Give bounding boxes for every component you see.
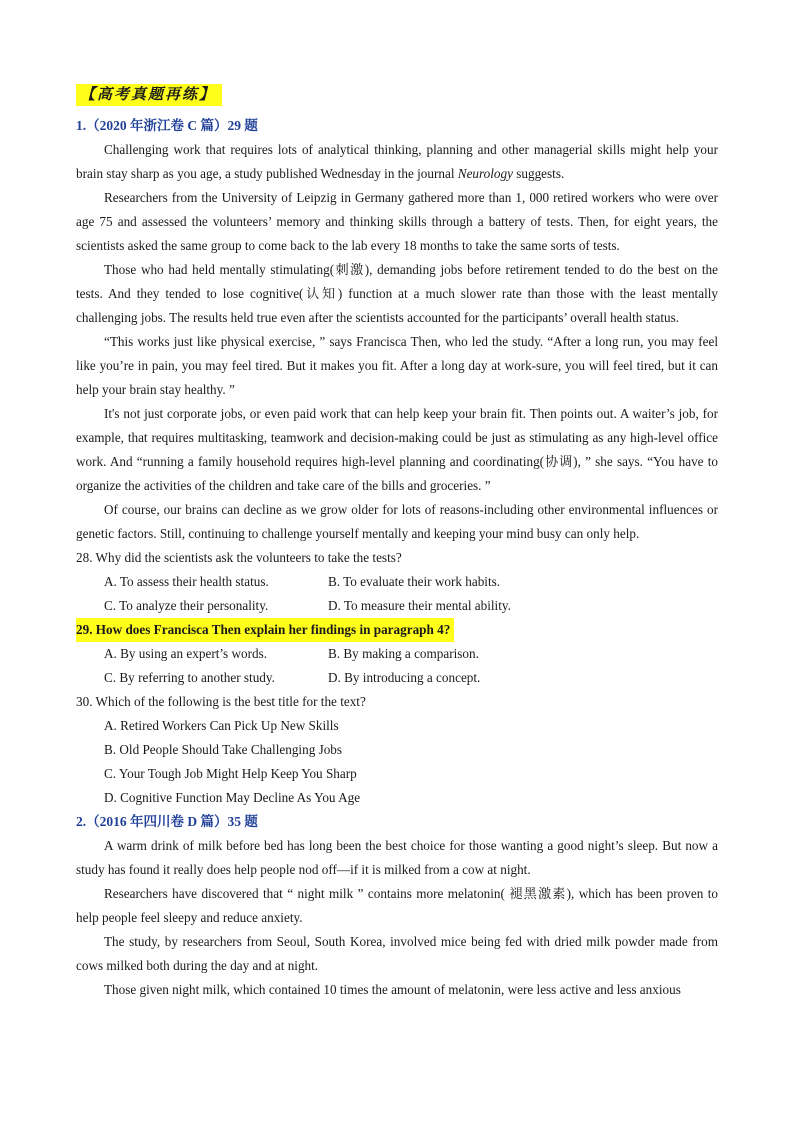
passage-1-paragraph: “This works just like physical exercise, ” says Francisca Then, who led the study. “After a long run, you may feel like you’re in pain, you may feel tired. But it makes you fit. After a long day at work-sure, you will feel tired, but it can help your brain stay healthy. ” [76,334,718,397]
option-a: A. Retired Workers Can Pick Up New Skills [104,718,339,733]
question-29-options-row [76,666,718,690]
question-29-options-row [76,642,718,666]
question-28-stem: 28. Why did the scientists ask the volunteers to take the tests? [76,550,402,565]
passage-2-paragraph: Researchers have discovered that “ night milk ” contains more melatonin( 褪黑激素), which has been proven to help people feel sleepy and reduce anxiety. [76,886,718,925]
option-d: D. Cognitive Function May Decline As You Age [104,790,361,805]
passage-2-paragraph: A warm drink of milk before bed has long been the best choice for those wanting a good night’s sleep. But now a study has found it really does help people nod off—if it is milked from a cow at night. [76,838,718,877]
passage-1-paragraph: Those who had held mentally stimulating(刺激), demanding jobs before retirement tended to do the best on the tests. And they tended to lose cognitive(认知) function at a much slower rate than those with the least mentally challenging jobs. The results held true even after the scientists accounted for the participants’ overall health status. [76,262,718,325]
option-c: C. Your Tough Job Might Help Keep You Sharp [104,766,357,781]
option-a: A. To assess their health status. [104,574,269,589]
option-a: A. By using an expert’s words. [104,646,267,661]
passage-2-heading: 2.（2016 年四川卷 D 篇）35 题 [76,814,258,829]
option-c: C. To analyze their personality. [104,598,269,613]
passage-1-paragraph: Researchers from the University of Leipzig in Germany gathered more than 1, 000 retired workers who were over age 75 and assessed the volunteers’ memory and thinking skills through a battery of tests. Then, for eight years, the scientists asked the same group to come back to the lab every 18 months to take the same sorts of tests. [76,190,718,253]
passage-1-paragraph: It's not just corporate jobs, or even paid work that can help keep your brain fit. Then points out. A waiter’s job, for example, that requires multitasking, teamwork and decision-making could be just as stimulating as any high-level office work. And “running a family household requires high-level planning and coordinating(协调), ” she says. “You have to organize the activities of the children and take care of the bills and groceries. ” [76,406,718,493]
passage-2-paragraph: Those given night milk, which contained 10 times the amount of melatonin, were less active and less anxious [104,982,681,997]
question-29-stem: 29. How does Francisca Then explain her findings in paragraph 4? [76,618,454,642]
question-28-options-row [76,594,718,618]
option-c: C. By referring to another study. [104,670,275,685]
question-30-stem: 30. Which of the following is the best title for the text? [76,694,366,709]
journal-name: Neurology [457,166,513,181]
document-page [76,84,718,1002]
option-b: B. Old People Should Take Challenging Jobs [104,742,343,757]
passage-2-paragraph: The study, by researchers from Seoul, South Korea, involved mice being fed with dried milk powder made from cows milked both during the day and at night. [76,934,718,973]
option-b: B. By making a comparison. [328,646,479,661]
option-b: B. To evaluate their work habits. [328,574,501,589]
passage-1-paragraph: Challenging work that requires lots of analytical thinking, planning and other managerial skills might help your brain stay sharp as you age, a study published Wednesday in the journal Neurology suggests. [76,142,718,181]
question-28-options-row [76,570,718,594]
passage-1-heading: 1.（2020 年浙江卷 C 篇）29 题 [76,118,258,133]
option-d: D. To measure their mental ability. [328,598,511,613]
passage-1-paragraph: Of course, our brains can decline as we grow older for lots of reasons-including other environmental influences or genetic factors. Still, continuing to challenge yourself mentally and keeping your mind busy can only help. [76,502,718,541]
section-banner: 【高考真题再练】 [76,84,222,106]
option-d: D. By introducing a concept. [328,670,481,685]
